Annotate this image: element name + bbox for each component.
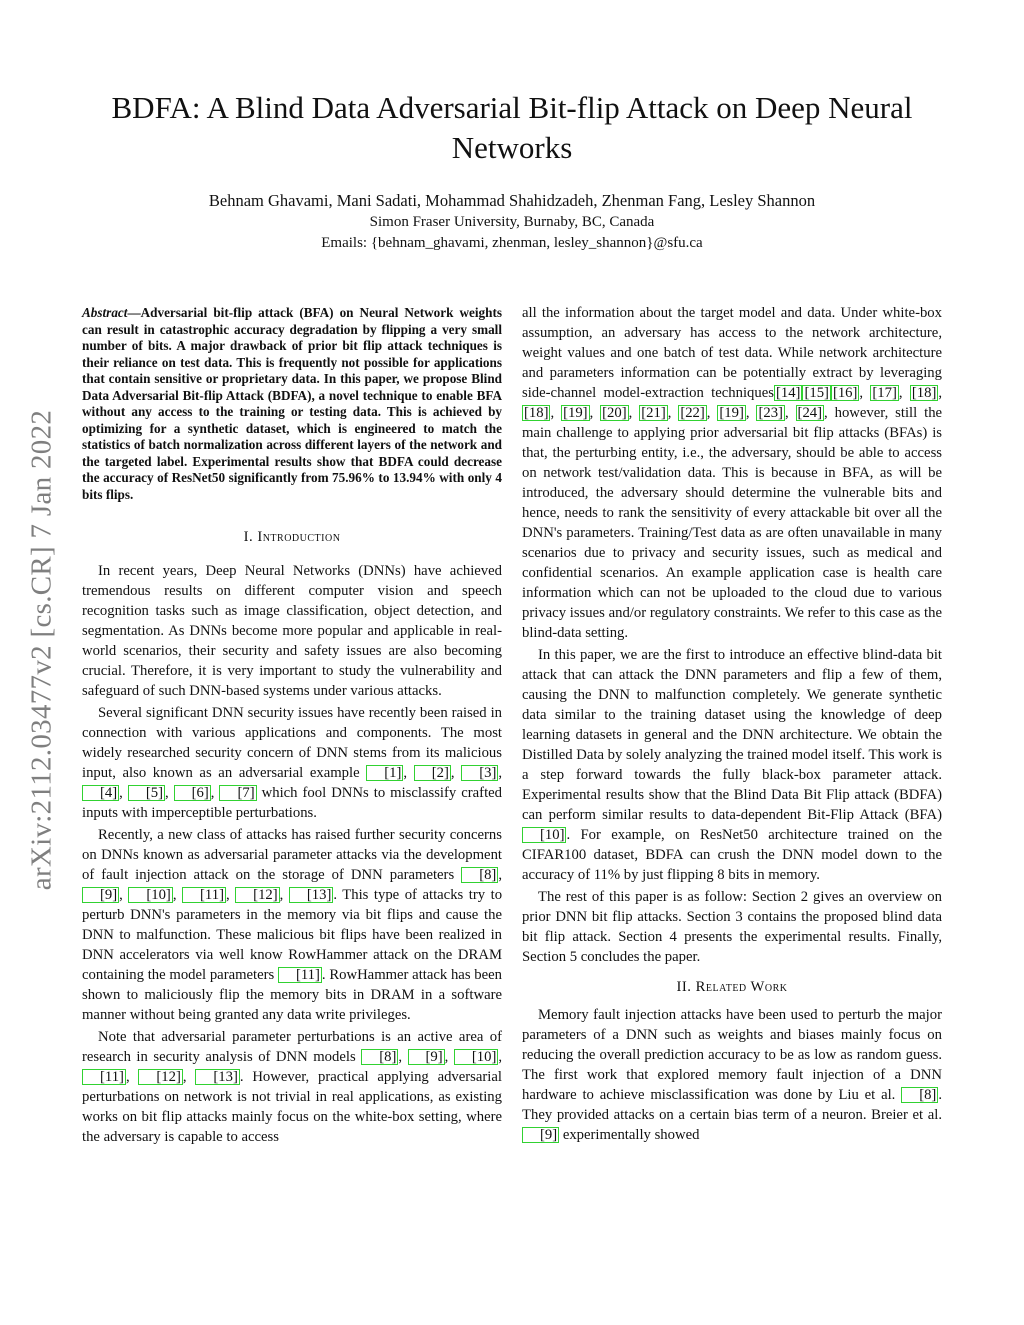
citation-link[interactable]: [12] [138,1069,182,1085]
section-heading-related-work: II. Related Work [676,979,788,995]
citation-link[interactable]: [18] [911,385,937,401]
citation-link[interactable]: [4] [82,785,119,801]
author-list: Behnam Ghavami, Mani Sadati, Mohammad Shahidzadeh, Zhenman Fang, Lesley Shannon [208,191,816,210]
intro-paragraph-5: In this paper, we are the first to introduce an effective blind-data bit attack that can attack the DNN parameters and flip a few of them, causing the DNN to malfunction completely. We generate synthetic data similar to the training dataset using the knowledge of deep learning datasets in general and the DNN architecture. We obtain the Distilled Data by solely analyzing the trained model itself. This work is a step forward towards the fully black-box parameter attack. Experimental results show that the Blind Data Bit Flip attack (BDFA) can perform similar results to data-dependent Bit-Flip Attack (BFA) [10] . For example, on ResNet50 architecture trained on the CIFAR100 dataset, BDFA can crush the DNN model down to the accuracy of 11% by just flipping 8 bits in memory. [522,647,942,883]
citation-link[interactable]: [2] [414,765,451,781]
affiliation: Simon Fraser University, Burnaby, BC, Canada [369,214,655,230]
citation-link[interactable]: [9] [522,1127,559,1143]
intro-paragraph-4-continued: all the information about the target model and data. Under white-box assumption, an adversary has access to the network architecture, weight values and one batch of test data. While network architecture and parameters information can be potentially extract by leveraging side-channel model-extraction techniques [14] [15] [16] , [17] , [18] , [18] , [19] , [20] , [21] , [22] , [19] , [23] , [24] , however, still the main challenge to applying prior adversarial bit flip attacks (BFAs) is that, the perturbing entity, i.e., the adversary, should be able to access on network test/validation data. This is because in BFA, as will be introduced, the adversary should determine the vulnerable bits and hence, needs to rank the sensitivity of every attackable bit over all the DNN's parameters. Training/Test data as are often unavailable in many scenarios due to privacy and security issues, such as medical and confidential scenarios. An example application case is health care information which can not be uploaded to the cloud due to various privacy issues and/or regulatory constraints. We refer to this case as the blind-data setting. [522,305,943,641]
citation-link[interactable]: [8] [361,1049,398,1065]
citation-link[interactable]: [13] [289,887,333,903]
arxiv-id: arXiv:2112.03477v2 [cs.CR] 7 Jan 2022 [25,409,58,891]
intro-paragraph-6: The rest of this paper is as follow: Section 2 gives an overview on prior DNN bit flip attacks. Section 3 contains the proposed blind data bit flip attack. Section 4 presents the experimental results. Finally, Section 5 concludes the paper. [522,889,942,965]
citation-link[interactable]: [7] [219,785,256,801]
citation-link[interactable]: [11] [182,887,226,903]
paper-title: BDFA: A Blind Data Adversarial Bit-flip Attack on Deep Neural Networks [111,90,913,165]
right-column [522,303,942,1145]
citation-link[interactable]: [19] [563,405,588,421]
intro-paragraph-2: Several significant DNN security issues have recently been raised in connection with various applications and components. The most widely researched security concern of DNN stems from its malicious input, also known as an adversarial example [1] , [2] , [3] , [4] , [5] , [6] , [7] which fool DNNs to misclassify crafted inputs with imperceptible perturbations. [82,705,503,821]
citation-link[interactable]: [16] [832,385,858,401]
citation-link[interactable]: [10] [522,827,566,843]
citation-link[interactable]: [8] [461,867,498,883]
citation-link[interactable]: [11] [278,967,322,983]
citation-link[interactable]: [24] [797,405,823,421]
intro-paragraph-3: Recently, a new class of attacks has raised further security concerns on DNNs known as adversarial parameter attacks via the development of fault injection attack on the storage of DNN parameters [8] , [9] , [10] , [11] , [12] , [13] . This type of attacks try to perturb DNN's parameters in the memory via bit flips and cause the DNN to malfunction. These malicious bit flips have been realized in DNN accelerators via well know RowHammer attack on the DRAM containing the model parameters [11] . RowHammer attack has been shown to maliciously flip the memory bits in DRAM in a software manner without being granted any data write privileges. [82,827,503,1023]
citation-link[interactable]: [10] [454,1049,498,1065]
citation-link[interactable]: [11] [82,1069,126,1085]
citation-link[interactable]: [6] [174,785,211,801]
citation-link[interactable]: [3] [461,765,498,781]
citation-link[interactable]: [9] [82,887,119,903]
left-column [82,305,502,1147]
abstract-lead: Abstract [82,305,128,320]
citation-link[interactable]: [22] [680,405,705,421]
arxiv-stamp [22,370,62,930]
section-heading-introduction: I. Introduction [243,529,341,545]
citation-link[interactable]: [8] [901,1087,938,1103]
citation-link[interactable]: [23] [758,405,783,421]
citation-link[interactable]: [12] [235,887,279,903]
citation-link[interactable]: [5] [128,785,165,801]
citation-link[interactable]: [17] [872,385,897,401]
intro-paragraph-1: In recent years, Deep Neural Networks (DNNs) have achieved tremendous results on different computer vision and speech recognition tasks such as image classification, object detection, and segmentation. As DNNs become more popular and applicable in real-world scenarios, their security and safety issues are also becoming crucial. Therefore, it is very important to study the vulnerability and safeguard of such DNN-based systems under various attacks. [82,563,502,699]
citation-link[interactable]: [18] [524,405,549,421]
citation-link[interactable]: [10] [128,887,172,903]
citation-link[interactable]: [21] [641,405,666,421]
citation-link[interactable]: [19] [719,405,744,421]
author-emails: Emails: {behnam_ghavami, zhenman, lesley_shannon}@sfu.ca [321,235,703,251]
citation-link[interactable]: [13] [195,1069,239,1085]
abstract-text: Adversarial bit-flip attack (BFA) on Neural Network weights can result in catastrophic accuracy degradation by flipping a very small number of bits. A major drawback of prior bit flip attack techniques is their reliance on test data. This is frequently not possible for applications that contain sensitive or proprietary data. In this paper, we propose Blind Data Adversarial Bit-flip Attack (BDFA), a novel technique to enable BFA without any access to the training or testing data. This is achieved by optimizing for a synthetic dataset, which is engineered to match the statistics of batch normalization across different layers of the network and the targeted label. Experimental results show that BDFA could decrease the accuracy of ResNet50 significantly from 75.96% to 13.94% with only 4 bits flips. [82,305,502,502]
abstract: Abstract—Adversarial bit-flip attack (BFA) on Neural Network weights can result in catastrophic accuracy degradation by flipping a very small number of bits. A major drawback of prior bit flip attack techniques is their reliance on test data. This is frequently not possible for applications that contain sensitive or proprietary data. In this paper, we propose Blind Data Adversarial Bit-flip Attack (BDFA), a novel technique to enable BFA without any access to the training or testing data. This is achieved by optimizing for a synthetic dataset, which is engineered to match the statistics of batch normalization across different layers of the network and the targeted label. Experimental results show that BDFA could decrease the accuracy of ResNet50 significantly from 75.96% to 13.94% with only 4 bits flips. [82,305,502,502]
citation-link[interactable]: [1] [366,765,403,781]
citation-link[interactable]: [14] [775,385,801,401]
intro-paragraph-4: Note that adversarial parameter perturbations is an active area of research in security analysis of DNN models [8] , [9] , [10] , [11] , [12] , [13] . However, practical applying adversarial perturbations on network is not trivial in real applications, as existing works on bit flip attacks mainly focus on the white-box setting, where the adversary is capable to access [82,1029,503,1145]
citation-link[interactable]: [20] [602,405,627,421]
citation-link[interactable]: [9] [408,1049,445,1065]
citation-link[interactable]: [15] [804,385,829,401]
related-paragraph-1: Memory fault injection attacks have been used to perturb the major parameters of a DNN such as weights and biases mainly focus on reducing the overall prediction accuracy to be as low as random guess. The first work that explored memory fault injection of a DNN hardware to achieve misclassification was done by Liu et al. [8] . They provided attacks on a certain bias term of a neuron. Breier et al. [9] experimentally showed [522,1007,942,1143]
